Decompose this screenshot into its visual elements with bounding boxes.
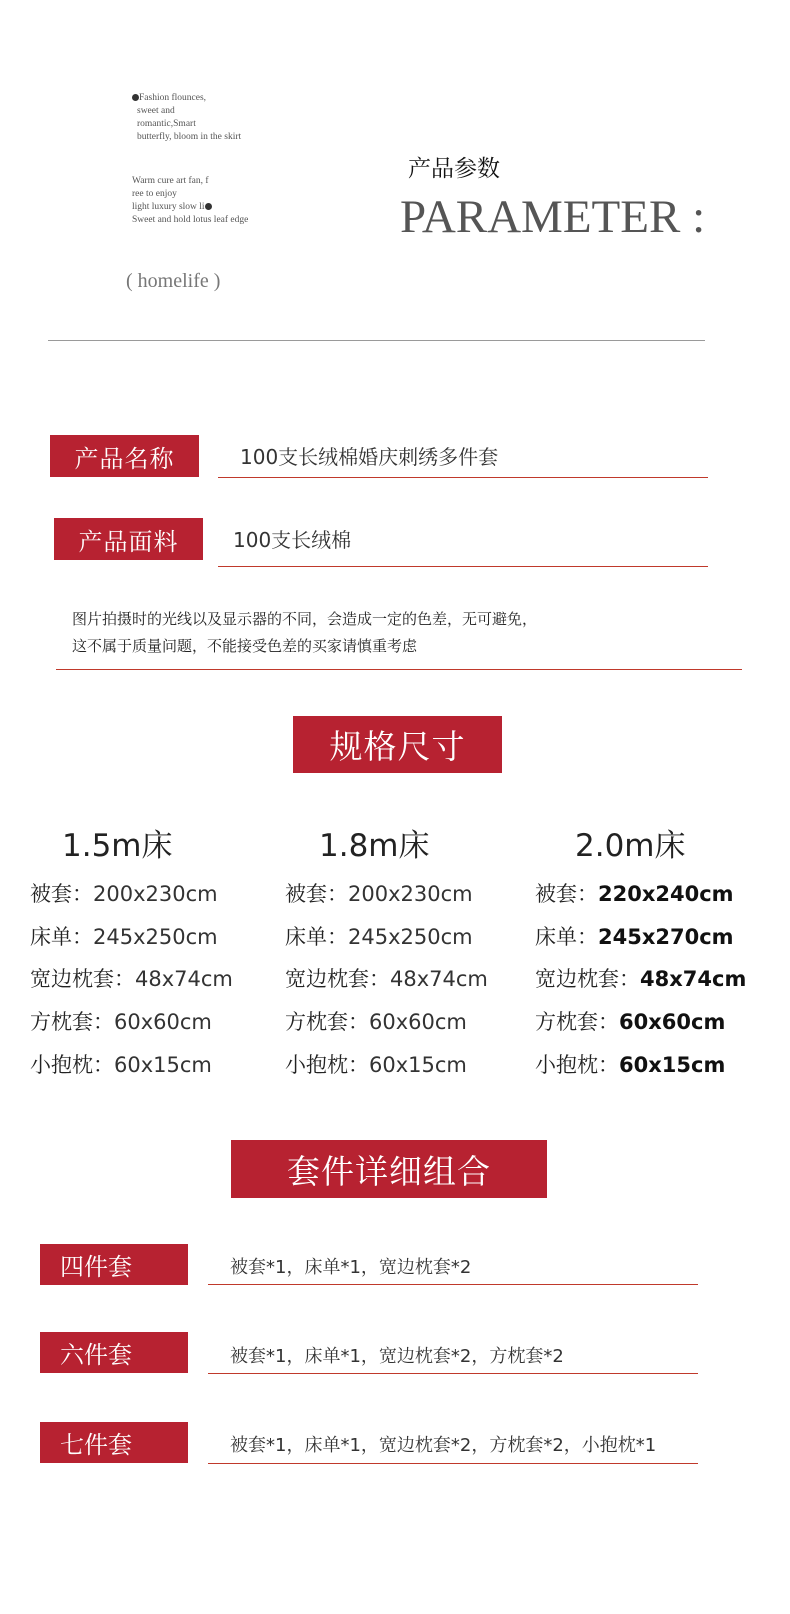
notice-divider: [56, 669, 742, 670]
title-en: PARAMETER :: [400, 191, 706, 243]
bullet-dot-icon: [205, 203, 212, 210]
poem-block-1: [132, 92, 241, 144]
spec-item: 宽边枕套：48x74cm: [30, 967, 233, 991]
homelife-label: ( homelife ): [126, 270, 221, 292]
set-label-four: 四件套: [40, 1244, 188, 1285]
spec-item: 床单：245x250cm: [285, 925, 473, 949]
product-fabric-label: 产品面料: [54, 518, 203, 560]
spec-item: 被套：200x230cm: [285, 882, 473, 906]
product-name-label: 产品名称: [50, 435, 199, 477]
poem-line: butterfly, bloom in the skirt: [137, 132, 242, 142]
bullet-dot-icon: [132, 94, 139, 101]
poem-line: light luxury slow li: [132, 202, 205, 212]
specs-title: 规格尺寸: [293, 716, 502, 773]
set-underline: [208, 1373, 698, 1374]
set-label-seven: 七件套: [40, 1422, 188, 1463]
header-divider: [48, 340, 705, 341]
set-underline: [208, 1284, 698, 1285]
sets-title: 套件详细组合: [231, 1140, 547, 1198]
poem-line: Sweet and hold lotus leaf edge: [132, 215, 249, 225]
spec-column-title: 2.0m床: [575, 828, 686, 864]
title-cn: 产品参数: [408, 156, 500, 182]
notice-line-2: 这不属于质量问题，不能接受色差的买家请慎重考虑: [72, 637, 418, 655]
spec-item: 小抱枕：60x15cm: [30, 1053, 212, 1077]
product-name-value: 100支长绒棉婚庆刺绣多件套: [240, 445, 499, 469]
product-fabric-underline: [218, 566, 708, 567]
spec-item: 床单：245x270cm: [535, 925, 734, 949]
product-name-underline: [218, 477, 708, 478]
spec-item: 宽边枕套：48x74cm: [285, 967, 488, 991]
spec-column-title: 1.8m床: [319, 828, 430, 864]
set-contents-four: 被套*1，床单*1，宽边枕套*2: [230, 1257, 472, 1278]
set-underline: [208, 1463, 698, 1464]
spec-item: 方枕套：60x60cm: [535, 1010, 726, 1034]
poem-line: sweet and: [137, 106, 175, 116]
notice-line-1: 图片拍摄时的光线以及显示器的不同，会造成一定的色差，无可避免，: [72, 610, 538, 628]
spec-column-title: 1.5m床: [62, 828, 173, 864]
set-contents-six: 被套*1，床单*1，宽边枕套*2，方枕套*2: [230, 1346, 564, 1367]
product-fabric-value: 100支长绒棉: [233, 528, 352, 552]
spec-item: 小抱枕：60x15cm: [285, 1053, 467, 1077]
poem-line: Warm cure art fan, f: [132, 176, 209, 186]
spec-item: 方枕套：60x60cm: [285, 1010, 467, 1034]
spec-item: 宽边枕套：48x74cm: [535, 967, 747, 991]
poem-line: romantic,Smart: [137, 119, 196, 129]
spec-item: 小抱枕：60x15cm: [535, 1053, 726, 1077]
set-label-six: 六件套: [40, 1332, 188, 1373]
poem-block-2: [132, 175, 248, 227]
set-contents-seven: 被套*1，床单*1，宽边枕套*2，方枕套*2，小抱枕*1: [230, 1435, 657, 1456]
poem-line: Fashion flounces,: [139, 93, 207, 103]
poem-line: ree to enjoy: [132, 189, 177, 199]
spec-item: 被套：200x230cm: [30, 882, 218, 906]
spec-item: 方枕套：60x60cm: [30, 1010, 212, 1034]
spec-item: 被套：220x240cm: [535, 882, 734, 906]
spec-item: 床单：245x250cm: [30, 925, 218, 949]
